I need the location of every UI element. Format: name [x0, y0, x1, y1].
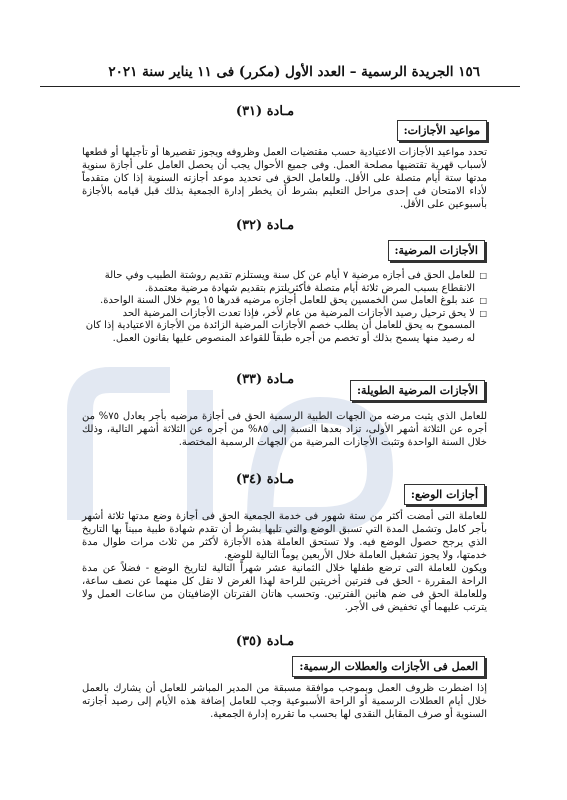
section-box-holiday-work: العمل فى الأجازات والعطلات الرسمية:: [292, 656, 485, 677]
article-33-text: [82, 410, 487, 449]
article-34-text: [82, 510, 487, 614]
list-item: □ للعامل الحق فى أجازه مرضية ٧ أيام عن كل سنة ويستلزم تقديم روشتة الطبيب وفي حالة الانقطاع بسبب المرض ثلاثة أيام متصلة فأكثريلتزم بتقديم شهادة مرضية معتمدة.: [82, 270, 487, 295]
article-32-list: [82, 270, 487, 345]
paragraph: للعاملة التى أمضت أكثر من ستة شهور فى خدمة الجمعية الحق فى أجازة وضع مدتها ثلاثة أشهر بأجر كامل وتشمل المدة التي تسبق الوضع والتي تليها بشرط أن تقدم شهادة طبية مبيناً بها التاريخ الذي يرجح حصول الوضع فيه. ولا تستحق العاملة هذه الأجازة لأكثر من ثلاث مرات طوال مدة خدمتها، ولا يجوز تشغيل العاملة خلال الأربعين يوماً التالية للوضع.: [82, 511, 487, 561]
section-box-vacation-dates: مواعيد الأجازات:: [397, 120, 487, 141]
section-box-sick-leave: الأجازات المرضية:: [388, 240, 486, 261]
header-divider: [40, 86, 520, 87]
paragraph: إذا اضطرت ظروف العمل وبموجب موافقة مسبقة من المدير المباشر للعامل أن يشارك بالعمل خلال أيام العطلات الرسمية أو الراحة الأسبوعية وجب للعامل إضافة هذه الأيام إلى رصيد أجازته السنوية أو صرف المقابل النقدى لها بحسب ما تقرره إدارة الجمعية.: [82, 683, 487, 720]
list-item: □ لا يحق ترحيل رصيد الأجازات المرضية من عام لأخر، فإذا تعدت الأجازات المرضية الحد المسموح به يحق للعامل أن يطلب خصم الأجازات المرضية الزائدة من الأجازة الاعتيادية إذا كان له رصيد منها يسمح بذلك أو تخصم من أجره طبقاً للقواعد المنصوص عليها بقانون العمل.: [82, 308, 487, 346]
article-31-title: مـادة (٣١): [235, 104, 295, 119]
paragraph: تحدد مواعيد الأجازات الاعتيادية حسب مقتضيات العمل وظروفه ويجوز تقصيرها أو تأجيلها أو قطعها لأسباب قهرية تقتضيها مصلحة العمل. وفى جميع الأحوال يجب أن يحصل العامل على أجازة سنوية مدتها ستة أيام متصلة على الأقل. وللعامل الحق فى تحديد موعد أجازته السنوية إذا كان متقدماً لأداء الامتحان فى إحدى مراحل التعليم بشرط أن يخطر إدارة الجمعية بذلك قبل قيامه بالأجازة بأسبوعين على الأقل.: [82, 147, 487, 210]
article-35-title: مـادة (٣٥): [235, 634, 295, 649]
page-header: ١٥٦ الجريدة الرسمية – العدد الأول (مكرر) فى ١١ يناير سنة ٢٠٢١: [108, 64, 480, 80]
article-31-text: [82, 146, 487, 211]
article-32-title: مـادة (٣٢): [235, 218, 295, 233]
article-33-title: مـادة (٣٣): [235, 372, 295, 387]
paragraph: للعامل الذي يثبت مرضه من الجهات الطبية الرسمية الحق فى أجازة مرضيه بأجر يعادل ٧٥% من أجره عن الثلاثة أشهر الأولى، تزاد بعدها النسبة إلى ٨٥% من أجره عن الثلاثة أشهر التالية، وذلك خلال السنة الواحدة وتثبت الأجازات المرضية من الجهات الرسمية المختصة.: [82, 411, 487, 448]
section-box-maternity-leave: أجازات الوضع:: [404, 484, 485, 505]
article-35-text: [82, 682, 487, 721]
list-item: □ عند بلوغ العامل سن الخمسين يحق للعامل أجازه مرضيه قدرها ١٥ يوم خلال السنة الواحدة.: [82, 295, 487, 308]
section-box-long-sick-leave: الأجازات المرضية الطويلة:: [350, 380, 485, 401]
paragraph: ويكون للعاملة التى ترضع طفلها خلال الثمانية عشر شهراً التالية لتاريخ الوضع - فضلاً عن مدة الراحة المقررة - الحق فى فترتين أخريتين للراحة لهذا الغرض لا تقل كل منهما عن نصف ساعة، وللعاملة الحق فى ضم هاتين الفترتين. وتحسب هاتان الفترتان الإضافيتان من ساعات العمل ولا يترتب عليهما أي تخفيض فى الأجر.: [82, 563, 487, 613]
article-34-title: مـادة (٣٤): [235, 472, 295, 487]
